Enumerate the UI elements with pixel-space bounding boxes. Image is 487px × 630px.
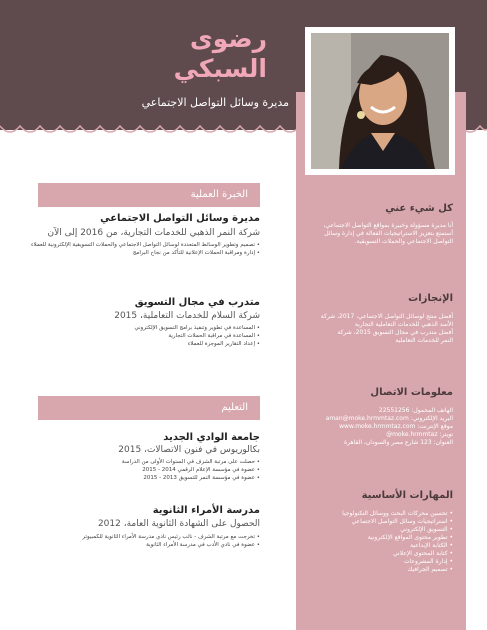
list-item: • تصميم الجرافيك	[323, 566, 453, 574]
job-1-company: شركة النمر الذهبي للخدمات التجارية، من 2016 إلى الآن	[47, 228, 260, 238]
edu-1-bullets	[30, 458, 260, 482]
contact-list	[323, 407, 453, 447]
list-item: الأسد الذهبي للخدمات التعاملية التجارية	[354, 321, 453, 328]
skills-heading: المهارات الأساسية	[361, 490, 453, 501]
list-item: • استراتيجيات وسائل التواصل الاجتماعي	[323, 518, 453, 526]
contact-email[interactable]: البريد الإلكتروني: aman@moke.hrmmtaz.com	[325, 415, 453, 422]
list-item: • عضوة في نادي الأدب في مدرسة الأمراء الثانوية	[30, 541, 260, 549]
job-1-title: مديرة وسائل التواصل الاجتماعي	[100, 213, 260, 224]
achievements-list	[320, 313, 453, 345]
list-item: • إدارة ومراقبة الحملات الإعلانية للتأكد من نجاح البرامج	[30, 249, 260, 257]
contact-address: العنوان: 123 شارع مصر والسودان، القاهرة	[344, 439, 453, 446]
name-first: رضوى	[189, 24, 267, 53]
list-item: • تخرجت مع مرتبة الشرف - نائب رئيس نادي مدرسة الأمراء الثانوية للكمبيوتر	[30, 533, 260, 541]
list-item: • تحسين محركات البحث ووسائل التكنولوجيا	[323, 510, 453, 518]
name-last: السبكي	[173, 54, 267, 83]
list-item: • عضوة في مؤسسة النمر للتسويق 2013 - 2015	[30, 474, 260, 482]
list-item: • التسويق الإلكتروني	[323, 526, 453, 534]
list-item: • إدارة المشروعات	[323, 558, 453, 566]
job-2-bullets	[30, 324, 260, 348]
contact-twitter[interactable]: تويتر: moke.hrmmtaz@	[386, 431, 453, 438]
candidate-name	[174, 24, 267, 84]
edu-1-title: جامعة الوادي الجديد	[163, 432, 260, 443]
profile-photo	[311, 33, 449, 169]
list-item: • كتابة المحتوى الإعلاني	[323, 550, 453, 558]
profile-photo-frame	[305, 27, 455, 175]
skills-list	[323, 510, 453, 574]
contact-phone: الهاتف المحمول: 22551256	[378, 407, 453, 414]
job-1-bullets	[30, 241, 260, 257]
list-item: • الكتابة الإبداعية	[323, 542, 453, 550]
job-title: مديرة وسائل التواصل الاجتماعي	[141, 96, 289, 109]
experience-heading: الخبرة العملية	[38, 183, 260, 207]
list-item: • تصميم وتطوير الوسائط المتعددة لوسائل التواصل الاجتماعي والحملات التسويقية الإلكترونية للعملاء	[30, 241, 260, 249]
list-item: أفضل منتج لوسائل التواصل الاجتماعي، 2017، شركة	[320, 313, 453, 320]
edu-1-degree: بكالوريوس في فنون الاتصالات، 2015	[118, 445, 260, 455]
list-item: • حصلت على مرتبة الشرف في السنوات الأولى من الدراسة	[30, 458, 260, 466]
list-item: • المساعدة في تطوير وتنفيذ برامج التسويق الإلكتروني	[30, 324, 260, 332]
list-item: • إعداد التقارير الموجزة للعملاء	[30, 340, 260, 348]
about-text: أنا مديرة مسؤولة وخبيرة بمواقع التواصل الاجتماعي، أستمتع بتعزيز الاستراتيجيات الفعالة في إدارة وسائل التواصل الاجتماعي والحملات التسويقية.	[323, 222, 453, 245]
achievements-heading: الإنجازات	[408, 293, 453, 304]
list-item: • المساعدة في مراقبة الحملات التجارية	[30, 332, 260, 340]
edu-2-title: مدرسة الأمراء الثانوية	[152, 505, 260, 516]
edu-2-bullets	[30, 533, 260, 549]
job-2-company: شركة السلام للخدمات التعاملية، 2015	[114, 311, 260, 321]
list-item: النمر للخدمات التعاملية	[395, 337, 453, 344]
list-item: • عضوة في مؤسسة الإعلام الرقمي 2014 - 2015	[30, 466, 260, 474]
job-2-title: متدرب في مجال التسويق	[134, 297, 260, 308]
education-heading: التعليم	[38, 396, 260, 420]
edu-2-degree: الحصول على الشهادة الثانوية العامة، 2012	[97, 519, 260, 529]
about-heading: كل شيء عني	[385, 203, 453, 214]
list-item: • تطوير محتوى المواقع الإلكترونية	[323, 534, 453, 542]
contact-website[interactable]: موقع الإنترنت: www.moke.hrmmtaz.com	[339, 423, 453, 430]
contact-heading: معلومات الاتصال	[370, 387, 453, 398]
list-item: أفضل متدرب في مجال التسويق 2015، شركة	[337, 329, 453, 336]
